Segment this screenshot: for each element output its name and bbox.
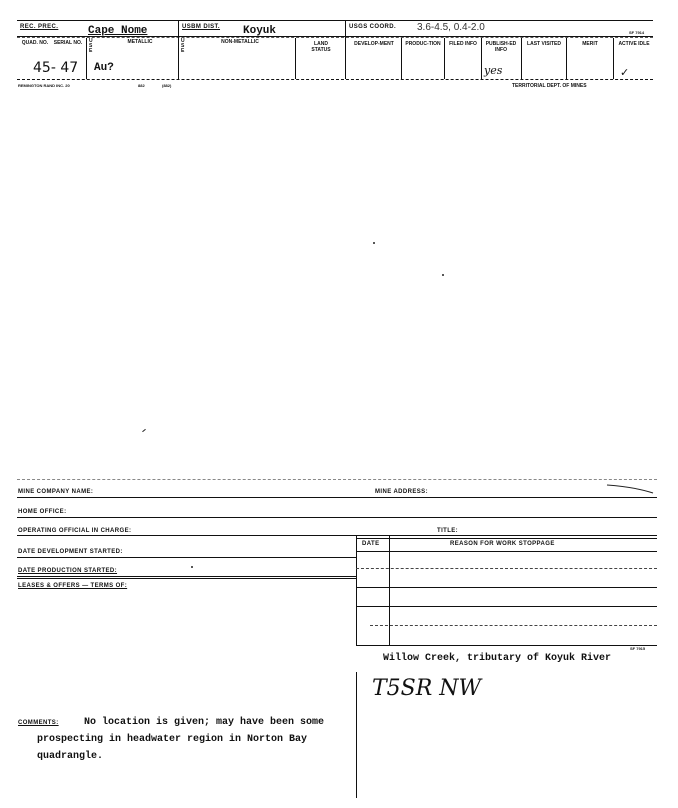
comments-label: COMMENTS: (18, 720, 59, 726)
rule (356, 606, 657, 607)
rule (17, 535, 657, 536)
form-number-2: SF 7915 (630, 646, 646, 651)
rule (17, 497, 657, 498)
usbm-dist-value: Koyuk (243, 25, 277, 37)
header-mid-rule-2 (17, 37, 653, 38)
divider (401, 38, 402, 79)
printer-code-2: (882) (162, 83, 172, 88)
metallic-value: Au? (94, 62, 114, 74)
dept-note: TERRITORIAL DEPT. OF MINES (512, 83, 587, 89)
metallic-label: METALLIC (127, 39, 153, 45)
operating-official-label: OPERATING OFFICIAL IN CHARGE: (18, 528, 132, 534)
divider (444, 38, 445, 79)
leases-label: LEASES & OFFERS — TERMS OF: (18, 583, 128, 589)
speck (142, 429, 146, 432)
divider (521, 38, 522, 79)
merit-label: MERIT (582, 41, 598, 47)
divider (86, 38, 87, 79)
rule (17, 517, 657, 518)
dev-started-label: DATE DEVELOPMENT STARTED: (18, 549, 123, 555)
rule (17, 576, 356, 577)
speck (191, 566, 193, 568)
usgs-coord-value: 3.6-4.5, 0.4-2.0 (417, 22, 485, 33)
rule (370, 625, 657, 626)
printer-note: REMINGTON RAND INC. 20 (18, 83, 70, 88)
handwritten-note: T5SR NW (372, 676, 482, 701)
scratch-mark (605, 483, 655, 495)
divider (356, 672, 357, 798)
active-idle-label: ACTIVE IDLE (618, 41, 650, 47)
reason-col-label: REASON FOR WORK STOPPAGE (450, 541, 555, 547)
quad-serial-value: 45- 47 (33, 60, 79, 76)
rule (17, 578, 356, 579)
published-info-label: PUBLISH-ED INFO (485, 41, 517, 53)
usgs-coord-label: USGS COORD. (349, 24, 397, 30)
divider (481, 38, 482, 79)
mine-address-label: MINE ADDRESS: (375, 489, 428, 495)
header-bottom-rule (17, 79, 653, 80)
divider (566, 38, 567, 79)
nonmetallic-label: NON-METALLIC (221, 39, 259, 45)
location-text: Willow Creek, tributary of Koyuk River (383, 653, 612, 664)
use-metallic-letters: U S E (89, 38, 93, 54)
rule (356, 538, 657, 539)
lower-top-rule (17, 479, 657, 480)
rec-prec-value: Cape Nome (88, 25, 148, 37)
divider (613, 38, 614, 79)
date-col-label: DATE (362, 541, 380, 547)
divider (345, 20, 346, 79)
active-check-icon: ✓ (620, 67, 630, 79)
title-label: TITLE: (437, 528, 459, 534)
header-top-rule (17, 20, 653, 21)
speck (442, 274, 444, 276)
rec-prec-label: REC. PREC. (20, 24, 59, 30)
production-label: PRODUC-TION (405, 41, 441, 47)
last-visited-label: LAST VISITED (527, 41, 561, 47)
prod-started-label: DATE PRODUCTION STARTED: (18, 568, 118, 574)
rule (356, 568, 657, 569)
land-status-label: LAND STATUS (311, 41, 331, 53)
comments-line-2: prospecting in headwater region in Norton Bay (37, 734, 308, 745)
quad-label: QUAD. NO. (21, 40, 49, 46)
rule (17, 557, 356, 558)
use-nonmetallic-letters: U S E (181, 38, 185, 54)
serial-label: SERIAL NO. (53, 40, 83, 46)
comments-line-1: No location is given; may have been some (84, 717, 325, 728)
rule (356, 551, 657, 552)
divider (295, 38, 296, 79)
speck (373, 242, 375, 244)
development-label: DEVELOP-MENT (354, 41, 394, 47)
mine-company-label: MINE COMPANY NAME: (18, 489, 94, 495)
usbm-dist-label: USBM DIST. (182, 24, 221, 30)
rule (356, 587, 657, 588)
rule (356, 645, 657, 646)
form-number: SF 7914 (629, 30, 645, 35)
comments-line-3: quadrangle. (37, 751, 104, 762)
filed-info-label: FILED INFO (449, 41, 477, 47)
published-value: yes (484, 64, 503, 77)
divider (178, 20, 179, 79)
printer-code: 882 (138, 83, 145, 88)
home-office-label: HOME OFFICE: (18, 509, 67, 515)
